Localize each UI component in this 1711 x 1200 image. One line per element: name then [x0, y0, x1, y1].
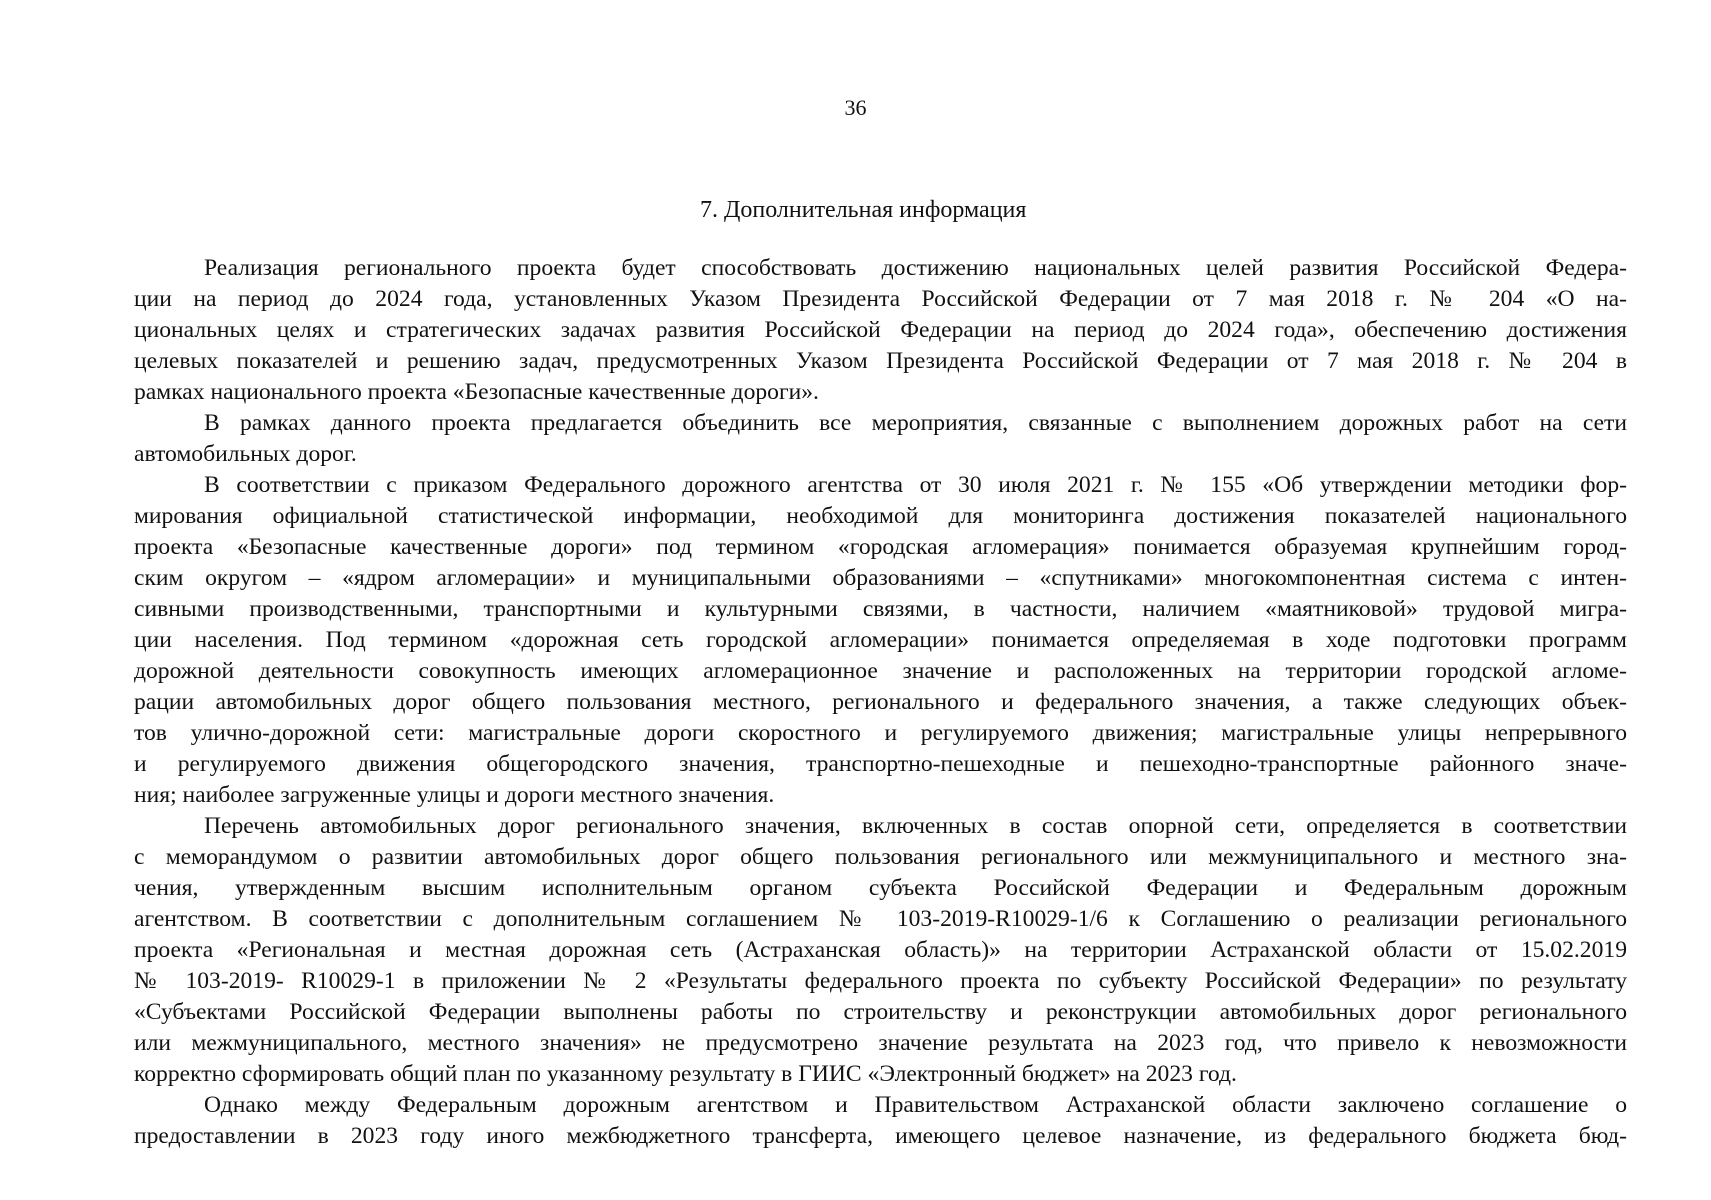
text-line: Перечень автомобильных дорог регионального значения, включенных в состав опорной сети, определяется в соответствии: [204, 813, 1627, 839]
text-line: «Субъектами Российской Федерации выполнены работы по строительству и реконструкции автомобильных дорог регионального: [134, 999, 1627, 1025]
text-line: № 103-2019- R10029-1 в приложении № 2 «Результаты федерального проекта по субъекту Российской Федерации» по результату: [134, 968, 1627, 994]
paragraph: [134, 470, 1627, 811]
section-title: 7. Дополнительная информация: [700, 197, 1027, 223]
page-number: 36: [844, 95, 867, 120]
text-line: или межмуниципального, местного значения» не предусмотрено значение результата на 2023 год, что привело к невозможности: [134, 1030, 1627, 1056]
text-line: мирования официальной статистической информации, необходимой для мониторинга достижения показателей национального: [134, 503, 1627, 529]
text-line: Однако между Федеральным дорожным агентством и Правительством Астраханской области заключено соглашение о: [204, 1092, 1627, 1118]
text-line: проекта «Региональная и местная дорожная сеть (Астраханская область)» на территории Астраханской области от 15.02.2019: [134, 937, 1627, 963]
paragraph: [134, 811, 1627, 1090]
text-line: В рамках данного проекта предлагается объединить все мероприятия, связанные с выполнением дорожных работ на сети: [204, 410, 1627, 436]
text-line: предоставлении в 2023 году иного межбюджетного трансферта, имеющего целевое назначение, из федерального бюджета бюд-: [134, 1123, 1627, 1149]
text-line: ния; наиболее загруженные улицы и дороги местного значения.: [134, 782, 775, 808]
text-line: рации автомобильных дорог общего пользования местного, регионального и федерального значения, а также следующих объек-: [134, 689, 1627, 715]
text-line: агентством. В соответствии с дополнительным соглашением № 103-2019-R10029-1/6 к Соглашению о реализации регионального: [134, 906, 1627, 932]
text-line: Реализация регионального проекта будет способствовать достижению национальных целей развития Российской Федера-: [204, 255, 1627, 281]
paragraph: [134, 1090, 1627, 1152]
document-body: [134, 253, 1627, 1152]
text-line: циональных целях и стратегических задачах развития Российской Федерации на период до 2024 года», обеспечению достижения: [134, 317, 1627, 343]
text-line: рамках национального проекта «Безопасные качественные дороги».: [134, 379, 819, 405]
text-line: ским округом – «ядром агломерации» и муниципальными образованиями – «спутниками» многокомпонентная система с интен-: [134, 565, 1627, 591]
text-line: В соответствии с приказом Федерального дорожного агентства от 30 июля 2021 г. № 155 «Об утверждении методики фор-: [204, 472, 1627, 498]
text-line: целевых показателей и решению задач, предусмотренных Указом Президента Российской Федерации от 7 мая 2018 г. № 204 в: [134, 348, 1627, 374]
text-line: ции на период до 2024 года, установленных Указом Президента Российской Федерации от 7 мая 2018 г. № 204 «О на-: [134, 286, 1627, 312]
text-line: корректно сформировать общий план по указанному результату в ГИИС «Электронный бюджет» на 2023 год.: [134, 1061, 1237, 1087]
text-line: чения, утвержденным высшим исполнительным органом субъекта Российской Федерации и Федеральным дорожным: [134, 875, 1627, 901]
text-line: дорожной деятельности совокупность имеющих агломерационное значение и расположенных на территории городской агломе-: [134, 658, 1627, 684]
text-line: ции населения. Под термином «дорожная сеть городской агломерации» понимается определяемая в ходе подготовки программ: [134, 627, 1627, 653]
text-line: автомобильных дорог.: [134, 441, 357, 467]
text-line: тов улично-дорожной сети: магистральные дороги скоростного и регулируемого движения; магистральные улицы непрерывного: [134, 720, 1627, 746]
text-line: и регулируемого движения общегородского значения, транспортно-пешеходные и пешеходно-транспортные районного значе-: [134, 751, 1627, 777]
text-line: проекта «Безопасные качественные дороги» под термином «городская агломерация» понимается образуемая крупнейшим город-: [134, 534, 1627, 560]
paragraph: [134, 253, 1627, 408]
paragraph: [134, 408, 1627, 470]
text-line: сивными производственными, транспортными и культурными связями, в частности, наличием «маятниковой» трудовой мигра-: [134, 596, 1627, 622]
text-line: с меморандумом о развитии автомобильных дорог общего пользования регионального или межмуниципального и местного зна-: [134, 844, 1627, 870]
